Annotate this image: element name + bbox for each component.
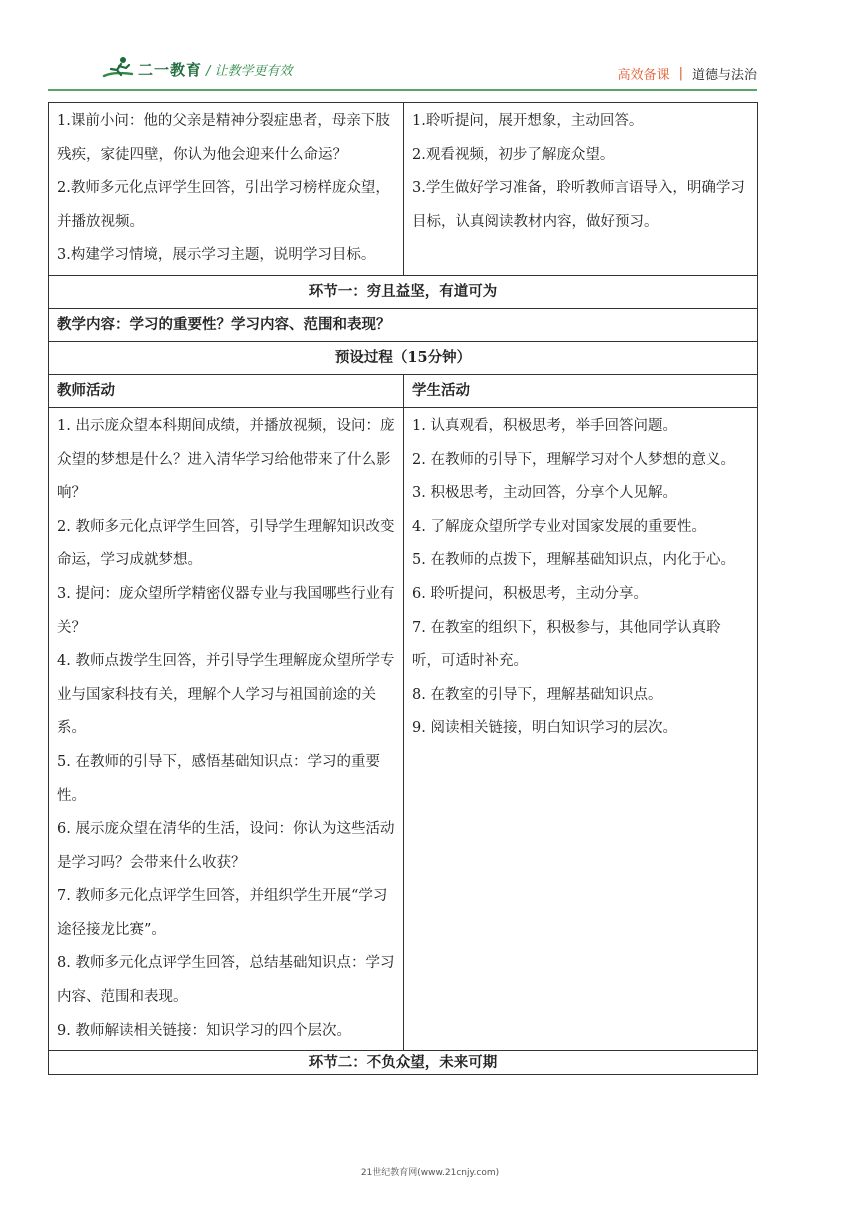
student-activity-item: 1. 认真观看，积极思考，举手回答问题。 (412, 417, 677, 434)
teacher-activity-item: 7. 教师多元化点评学生回答，并组织学生开展“学习途径接龙比赛”。 (57, 888, 388, 938)
header-divider (48, 89, 757, 91)
lesson-plan-table (48, 102, 758, 1075)
intro-teacher-item: 1.课前小问：他的父亲是精神分裂症患者，母亲下肢残疾，家徒四壁，你认为他会迎来什么命运？ (57, 113, 390, 163)
logo-text: 二一教育 (138, 60, 203, 79)
teacher-activity-item: 2. 教师多元化点评学生回答，引导学生理解知识改变命运，学习成就梦想。 (57, 518, 395, 569)
header-right (618, 64, 757, 83)
intro-teacher-item: 2.教师多元化点评学生回答，引出学习榜样庞众望，并播放视频。 (57, 180, 390, 230)
section1-title: 环节一：穷且益坚，有道可为 (49, 275, 758, 308)
section1-activity-row (49, 407, 758, 1050)
page-header (48, 54, 757, 90)
header-subject: 道德与法治 (691, 68, 757, 83)
teacher-activity-item: 4. 教师点拨学生回答，并引导学生理解庞众望所学专业与国家科技有关，理解个人学习与祖国前途的关系。 (57, 653, 395, 737)
teacher-activity-item: 3. 提问：庞众望所学精密仪器专业与我国哪些行业有关？ (57, 585, 395, 636)
teacher-activity-item: 1. 出示庞众望本科期间成绩，并播放视频，设问：庞众望的梦想是什么？进入清华学习给他带来了什么影响？ (57, 417, 395, 502)
student-activity-item: 8. 在教室的引导下，理解基础知识点。 (412, 686, 663, 703)
student-activity-item: 7. 在教室的组织下，积极参与，其他同学认真聆听，可适时补充。 (412, 619, 721, 670)
header-tag: 高效备课 (617, 68, 670, 83)
intro-student-cell (404, 103, 758, 276)
teacher-activity-header: 教师活动 (49, 374, 404, 407)
teacher-activity-item: 9. 教师解读相关链接：知识学习的四个层次。 (57, 1022, 351, 1039)
header-slogan: / 让教学更有效 (206, 63, 293, 79)
intro-row (49, 103, 758, 276)
teacher-activity-item: 6. 展示庞众望在清华的生活，设问：你认为这些活动是学习吗？会带来什么收获？ (57, 821, 395, 871)
section1-student-cell (404, 407, 758, 1050)
section1-process: 预设过程（15分钟） (49, 341, 758, 374)
section2-title: 环节二：不负众望，未来可期 (49, 1051, 758, 1075)
student-activity-header: 学生活动 (404, 374, 758, 407)
student-activity-item: 2. 在教师的引导下，理解学习对个人梦想的意义。 (412, 451, 735, 468)
student-activity-item: 5. 在教师的点拨下，理解基础知识点，内化于心。 (412, 552, 735, 569)
student-activity-item: 3. 积极思考，主动回答，分享个人见解。 (412, 485, 677, 502)
page-footer: 21世纪教育网(www.21cnjy.com) (360, 1168, 500, 1178)
logo (102, 56, 293, 82)
intro-teacher-item: 3.构建学习情境，展示学习主题，说明学习目标。 (57, 247, 376, 264)
student-activity-item: 6. 聆听提问，积极思考，主动分享。 (412, 585, 648, 602)
running-figure-icon (102, 56, 136, 82)
intro-teacher-cell (49, 103, 404, 276)
teacher-activity-item: 5. 在教师的引导下，感悟基础知识点：学习的重要性。 (57, 753, 380, 804)
intro-student-item: 3.学生做好学习准备，聆听教师言语导入，明确学习目标，认真阅读教材内容，做好预习。 (412, 180, 745, 230)
section1-teacher-cell (49, 407, 404, 1050)
intro-student-item: 1.聆听提问，展开想象，主动回答。 (412, 113, 644, 129)
header-separator: | (678, 66, 683, 81)
intro-student-item: 2.观看视频，初步了解庞众望。 (412, 146, 615, 163)
student-activity-item: 9. 阅读相关链接，明白知识学习的层次。 (412, 720, 677, 737)
teacher-activity-item: 8. 教师多元化点评学生回答，总结基础知识点：学习内容、范围和表现。 (57, 955, 395, 1006)
student-activity-item: 4. 了解庞众望所学专业对国家发展的重要性。 (412, 518, 706, 535)
section1-content: 教学内容：学习的重要性？学习内容、范围和表现？ (49, 308, 758, 341)
